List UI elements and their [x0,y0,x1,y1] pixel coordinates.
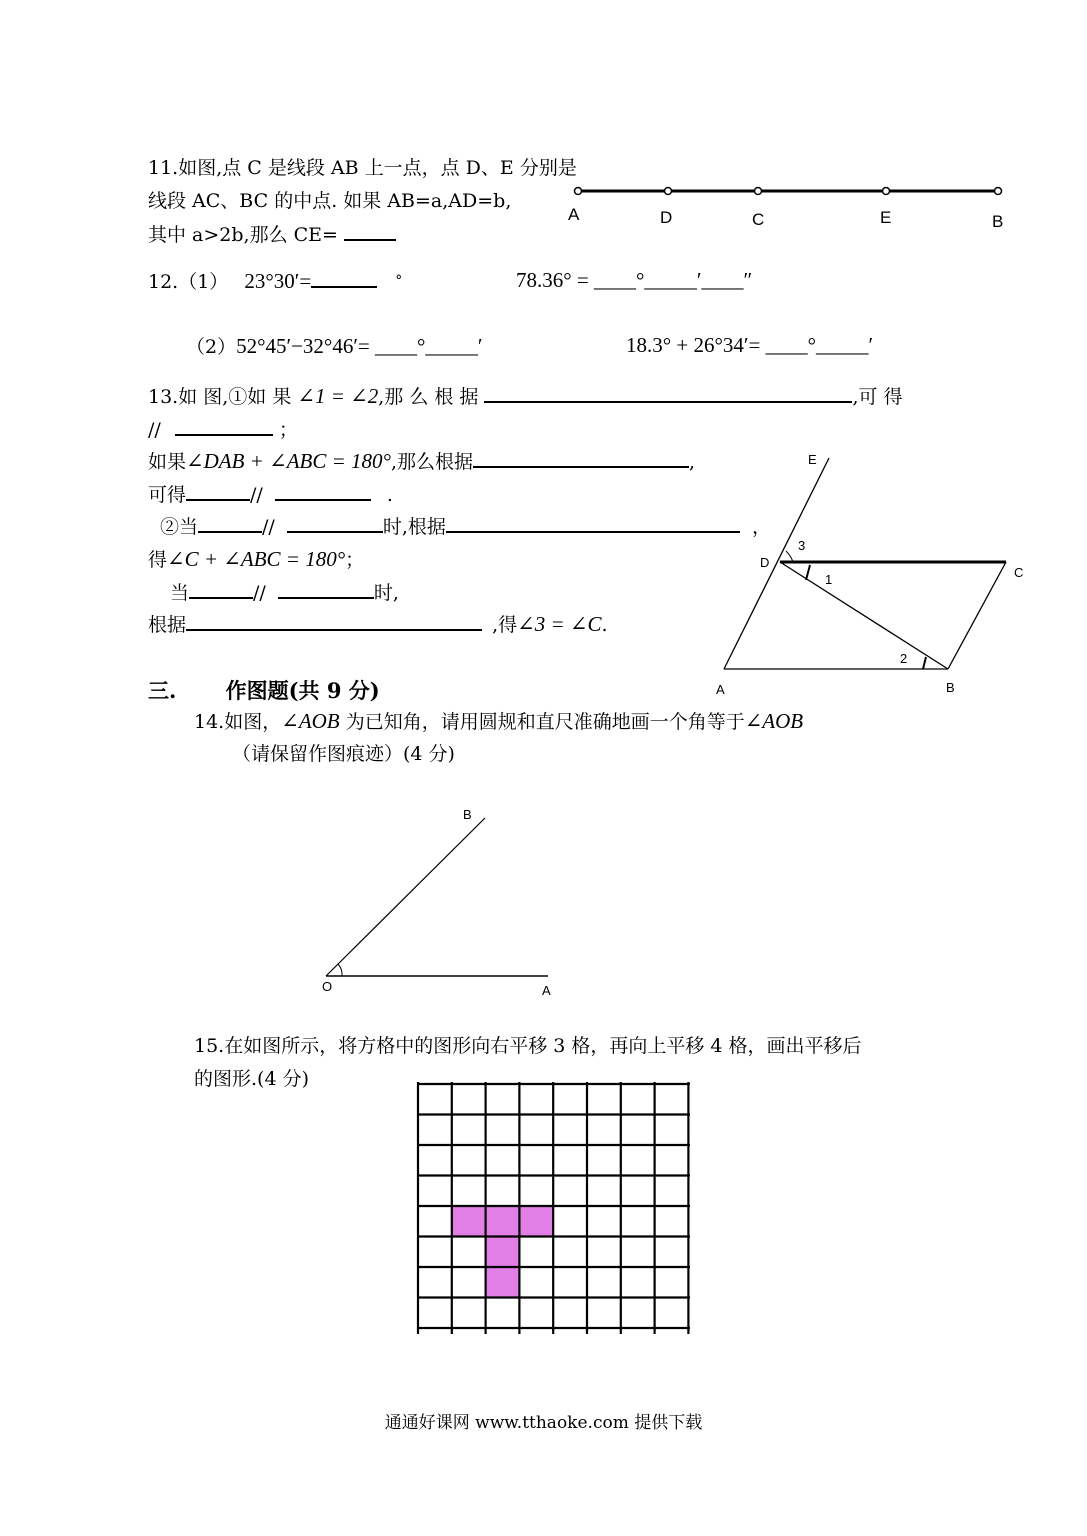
q13-line-2 [148,416,298,443]
answer-blank[interactable] [344,221,396,241]
q13-l4-get: 可得 [148,484,187,506]
q13-l1-then: ,那 么 根 据 [378,386,479,408]
q13-blank-7b[interactable] [278,579,374,599]
point-a [575,188,582,195]
q12-p1-unit: ° [395,273,403,289]
q12-p1-right: 78.36° = ____°_____′____″ [516,268,753,292]
q12-part1 [148,268,402,295]
q13-angle-sum-2: ∠C + ∠ABC = 180° [167,547,346,571]
q13-parallel-blank-1[interactable] [175,416,273,436]
q13-blank-4a[interactable] [186,481,250,501]
q12-p2-right: 18.3° + 26°34′= ____°_____′ [626,333,874,357]
q13-parallelogram-figure [700,440,1040,700]
q13-blank-4b[interactable] [275,481,371,501]
q13-line-3 [148,448,695,475]
label-e: E [880,208,892,227]
q12-p2-label: （2） [186,336,237,358]
shape-cell [452,1206,486,1237]
q13-line-6 [148,546,364,573]
label-e: E [808,452,817,467]
q13-line-1 [148,383,903,410]
shape-cell [486,1206,520,1237]
label-angle-2: 2 [900,651,908,666]
label-a: A [542,983,551,998]
q13-l1-intro: 13.如 图,①如 果 [148,386,292,408]
label-d: D [660,208,673,227]
q13-blank-5b[interactable] [287,513,383,533]
label-angle-3: 3 [798,538,806,553]
q13-l6-semicolon: ； [345,549,365,571]
angle-3-arc [786,551,793,562]
point-d [665,188,672,195]
q13-angle-eq: ∠1 = ∠2 [297,384,379,408]
section-3-title: 作图题(共 9 分) [225,678,380,703]
q13-reason-blank-3[interactable] [446,513,740,533]
q15-grid-figure [410,1076,690,1334]
q11-line-2: 线段 AC、BC 的中点. 如果 AB=a,AD=b, [148,190,512,212]
q13-l8-period: . [601,614,608,636]
q12-p1-expr: 23°30′= [244,269,312,293]
label-c: C [752,210,765,229]
parallel-symbol: // [253,582,266,604]
parallel-symbol: // [262,516,275,538]
q13-l7-then: 时, [373,582,399,604]
q15-line-1: 15.在如图所示，将方格中的图形向右平移 3 格，再向上平移 4 格，画出平移后 [194,1035,862,1057]
q13-l3-comma: , [688,451,696,473]
q13-l1-get: ,可 得 [852,386,903,408]
q14-line-1 [194,708,803,735]
q13-l6-get: 得 [148,549,168,571]
q14-instruction: 为已知角，请用圆规和直尺准确地画一个角等于 [345,711,745,733]
q11-question: 其中 a>2b,那么 CE= [148,224,338,246]
q13-angle-sum: ∠DAB + ∠ABC = 180° [186,449,391,473]
q13-line-5 [160,513,771,540]
label-b: B [463,807,472,822]
shape-cells [452,1206,553,1298]
q14-angle-aob-2: ∠AOB [744,709,804,733]
point-b [995,188,1002,195]
q13-l4-period: . [386,484,393,506]
shape-cell [486,1237,520,1268]
q13-line-7 [170,579,399,606]
ray-ob [326,818,485,976]
q12-part2 [186,333,483,360]
angle-1-mark [806,565,810,580]
q13-blank-7a[interactable] [189,579,253,599]
q13-l3-if: 如果 [148,451,187,473]
q13-reason-blank-2[interactable] [473,448,689,468]
q13-l3-then: ,那么根据 [390,451,473,473]
q13-l7-when: 当 [170,582,190,604]
q14-angle-aob: ∠AOB [281,709,340,733]
q11-line-3 [148,221,396,248]
angle-arc [338,964,342,976]
shape-cell [519,1206,553,1237]
q13-l8-basis: 根据 [148,614,187,636]
label-d: D [760,555,770,570]
label-b: B [946,680,955,695]
label-a: A [568,205,580,224]
q13-l5-then: 时,根据 [382,516,446,538]
shape-cell [486,1267,520,1298]
diagonal-db [780,562,948,669]
parallel-symbol: // [250,484,263,506]
q13-reason-blank-4[interactable] [186,611,482,631]
label-b: B [992,212,1004,231]
label-a: A [716,682,725,697]
q13-line-4 [148,481,393,508]
q13-l5-comma: ， [751,516,771,538]
parallel-symbol: // [148,419,161,441]
q13-angle-eq-2: ∠3 = ∠C [517,612,602,636]
q13-line-8 [148,611,608,638]
q13-reason-blank-1[interactable] [484,383,852,403]
q13-l2-semicolon: ； [278,419,298,441]
q14-angle-figure [310,800,570,1000]
label-o: O [322,979,333,994]
q11-segment-figure [560,175,1020,235]
q13-blank-5a[interactable] [198,513,262,533]
q12-p1-blank[interactable] [311,268,377,288]
q14-line-2: （请保留作图痕迹）(4 分) [232,743,455,765]
label-angle-1: 1 [825,572,833,587]
angle-2-mark [923,657,926,669]
point-e [883,188,890,195]
label-c: C [1014,565,1024,580]
segment-cb [948,562,1006,669]
q12-p1-label: 12.（1） [148,271,229,293]
q11-line-1: 11.如图,点 C 是线段 AB 上一点，点 D、E 分别是 [148,157,577,179]
q14-intro: 14.如图， [194,711,282,733]
point-c [755,188,762,195]
footer-credit: 通通好课网 www.tthaoke.com 提供下载 [384,1413,703,1433]
q13-l5-when: ②当 [160,516,199,538]
q12-p2-expr: 52°45′−32°46′= ____°_____′ [236,334,483,358]
section-3-heading [148,675,380,705]
q15-line-2: 的图形.(4 分) [194,1068,309,1090]
section-3-number: 三. [148,678,177,703]
q13-l8-get: ,得 [492,614,518,636]
